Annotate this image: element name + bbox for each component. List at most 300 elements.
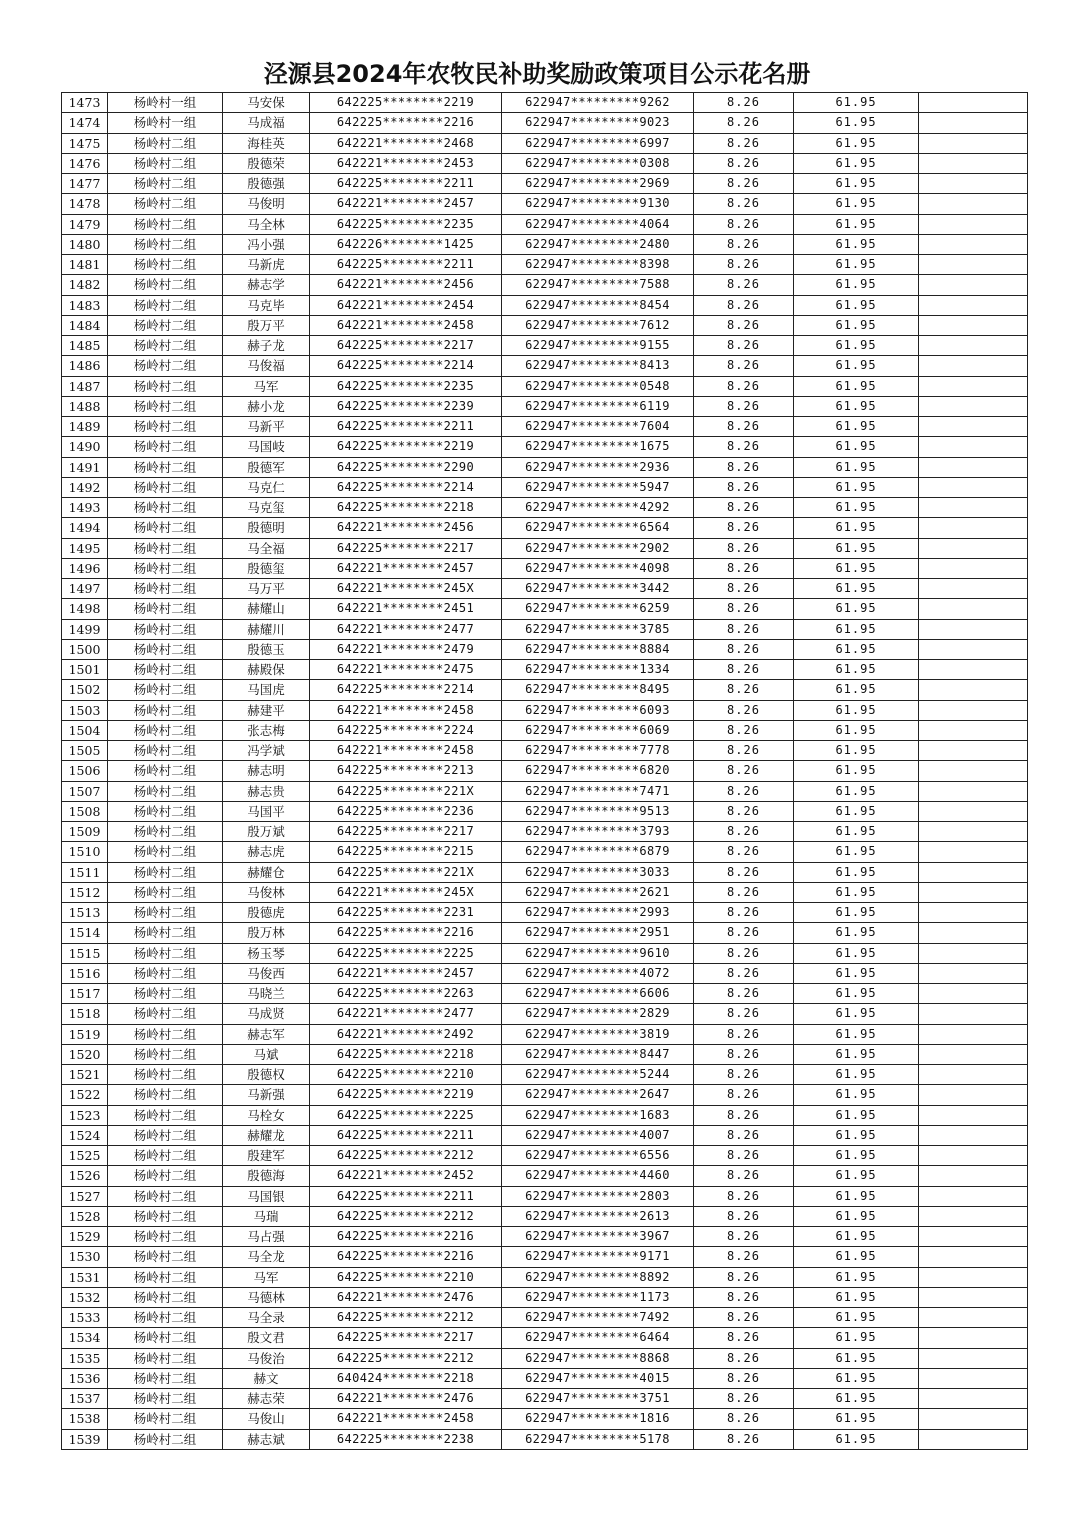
table-row	[62, 943, 1028, 963]
cell-village-group: 杨岭村二组	[108, 1389, 223, 1409]
cell-area: 8.26	[694, 619, 794, 639]
cell-name: 马克仁	[223, 477, 310, 497]
cell-village-group: 杨岭村二组	[108, 1065, 223, 1085]
cell-row-number: 1484	[62, 315, 108, 335]
cell-name: 马国岐	[223, 437, 310, 457]
cell-id-number: 640424********2218	[310, 1368, 502, 1388]
cell-row-number: 1493	[62, 498, 108, 518]
cell-id-number: 642225********2212	[310, 1308, 502, 1328]
cell-id-number: 642221********2477	[310, 619, 502, 639]
table-row	[62, 315, 1028, 335]
cell-area: 8.26	[694, 1368, 794, 1388]
table-row	[62, 417, 1028, 437]
cell-account-number: 622947*********6259	[502, 599, 694, 619]
cell-village-group: 杨岭村二组	[108, 295, 223, 315]
cell-area: 8.26	[694, 1044, 794, 1064]
cell-area: 8.26	[694, 639, 794, 659]
cell-village-group: 杨岭村二组	[108, 579, 223, 599]
cell-remark	[919, 1004, 1028, 1024]
cell-amount: 61.95	[794, 1287, 919, 1307]
cell-name: 海桂英	[223, 133, 310, 153]
cell-village-group: 杨岭村二组	[108, 336, 223, 356]
cell-name: 马克毕	[223, 295, 310, 315]
table-row	[62, 518, 1028, 538]
cell-account-number: 622947*********8884	[502, 639, 694, 659]
cell-remark	[919, 1348, 1028, 1368]
cell-village-group: 杨岭村二组	[108, 376, 223, 396]
cell-village-group: 杨岭村二组	[108, 1267, 223, 1287]
cell-row-number: 1501	[62, 660, 108, 680]
cell-remark	[919, 842, 1028, 862]
cell-id-number: 642225********2217	[310, 538, 502, 558]
cell-village-group: 杨岭村二组	[108, 1024, 223, 1044]
cell-area: 8.26	[694, 376, 794, 396]
cell-row-number: 1510	[62, 842, 108, 862]
cell-id-number: 642221********2479	[310, 639, 502, 659]
cell-id-number: 642221********2457	[310, 194, 502, 214]
cell-name: 马占强	[223, 1227, 310, 1247]
cell-row-number: 1539	[62, 1429, 108, 1449]
cell-id-number: 642221********245X	[310, 579, 502, 599]
cell-row-number: 1497	[62, 579, 108, 599]
cell-village-group: 杨岭村二组	[108, 457, 223, 477]
cell-id-number: 642225********2217	[310, 822, 502, 842]
table-row	[62, 720, 1028, 740]
cell-village-group: 杨岭村二组	[108, 1004, 223, 1024]
cell-remark	[919, 781, 1028, 801]
cell-id-number: 642225********2210	[310, 1065, 502, 1085]
cell-village-group: 杨岭村二组	[108, 133, 223, 153]
cell-row-number: 1498	[62, 599, 108, 619]
cell-name: 马俊福	[223, 356, 310, 376]
cell-name: 殷万平	[223, 315, 310, 335]
cell-remark	[919, 234, 1028, 254]
cell-name: 马克玺	[223, 498, 310, 518]
cell-amount: 61.95	[794, 1368, 919, 1388]
cell-area: 8.26	[694, 842, 794, 862]
cell-area: 8.26	[694, 680, 794, 700]
cell-row-number: 1529	[62, 1227, 108, 1247]
cell-remark	[919, 457, 1028, 477]
cell-remark	[919, 639, 1028, 659]
cell-village-group: 杨岭村二组	[108, 923, 223, 943]
page-title: 泾源县2024年农牧民补助奖励政策项目公示花名册	[263, 60, 811, 88]
cell-village-group: 杨岭村二组	[108, 1247, 223, 1267]
cell-account-number: 622947*********6820	[502, 761, 694, 781]
cell-name: 冯小强	[223, 234, 310, 254]
table-row	[62, 93, 1028, 113]
cell-village-group: 杨岭村二组	[108, 1044, 223, 1064]
cell-area: 8.26	[694, 1348, 794, 1368]
cell-name: 马国虎	[223, 680, 310, 700]
cell-village-group: 杨岭村二组	[108, 842, 223, 862]
cell-account-number: 622947*********6069	[502, 720, 694, 740]
cell-account-number: 622947*********6564	[502, 518, 694, 538]
table-row	[62, 1227, 1028, 1247]
table-row	[62, 153, 1028, 173]
cell-amount: 61.95	[794, 903, 919, 923]
cell-area: 8.26	[694, 700, 794, 720]
cell-name: 马成贤	[223, 1004, 310, 1024]
table-row	[62, 113, 1028, 133]
cell-id-number: 642225********221X	[310, 862, 502, 882]
cell-account-number: 622947*********6556	[502, 1146, 694, 1166]
cell-village-group: 杨岭村二组	[108, 558, 223, 578]
cell-amount: 61.95	[794, 680, 919, 700]
cell-amount: 61.95	[794, 842, 919, 862]
cell-remark	[919, 133, 1028, 153]
cell-area: 8.26	[694, 579, 794, 599]
cell-id-number: 642225********2211	[310, 1125, 502, 1145]
cell-village-group: 杨岭村二组	[108, 599, 223, 619]
table-row	[62, 1085, 1028, 1105]
cell-name: 马新平	[223, 417, 310, 437]
cell-amount: 61.95	[794, 963, 919, 983]
cell-remark	[919, 700, 1028, 720]
cell-area: 8.26	[694, 599, 794, 619]
cell-row-number: 1534	[62, 1328, 108, 1348]
cell-name: 马万平	[223, 579, 310, 599]
cell-amount: 61.95	[794, 1247, 919, 1267]
cell-remark	[919, 903, 1028, 923]
cell-account-number: 622947*********0548	[502, 376, 694, 396]
cell-id-number: 642225********2263	[310, 984, 502, 1004]
cell-account-number: 622947*********3785	[502, 619, 694, 639]
cell-row-number: 1536	[62, 1368, 108, 1388]
cell-account-number: 622947*********4007	[502, 1125, 694, 1145]
cell-account-number: 622947*********3442	[502, 579, 694, 599]
cell-id-number: 642221********2453	[310, 153, 502, 173]
cell-account-number: 622947*********3793	[502, 822, 694, 842]
cell-village-group: 杨岭村二组	[108, 619, 223, 639]
cell-amount: 61.95	[794, 1024, 919, 1044]
cell-id-number: 642221********2475	[310, 660, 502, 680]
cell-remark	[919, 174, 1028, 194]
cell-row-number: 1481	[62, 255, 108, 275]
cell-id-number: 642221********2458	[310, 741, 502, 761]
cell-amount: 61.95	[794, 1004, 919, 1024]
cell-amount: 61.95	[794, 1328, 919, 1348]
cell-remark	[919, 1409, 1028, 1429]
cell-row-number: 1513	[62, 903, 108, 923]
table-row	[62, 336, 1028, 356]
cell-village-group: 杨岭村二组	[108, 174, 223, 194]
cell-area: 8.26	[694, 1308, 794, 1328]
cell-name: 殷德虎	[223, 903, 310, 923]
cell-remark	[919, 1389, 1028, 1409]
cell-name: 殷建军	[223, 1146, 310, 1166]
cell-id-number: 642221********2458	[310, 1409, 502, 1429]
cell-village-group: 杨岭村二组	[108, 741, 223, 761]
cell-row-number: 1499	[62, 619, 108, 639]
table-row	[62, 1328, 1028, 1348]
cell-remark	[919, 255, 1028, 275]
cell-village-group: 杨岭村二组	[108, 1308, 223, 1328]
cell-row-number: 1517	[62, 984, 108, 1004]
cell-account-number: 622947*********2613	[502, 1206, 694, 1226]
cell-amount: 61.95	[794, 700, 919, 720]
cell-amount: 61.95	[794, 1146, 919, 1166]
cell-name: 马瑞	[223, 1206, 310, 1226]
table-row	[62, 194, 1028, 214]
cell-remark	[919, 315, 1028, 335]
table-row	[62, 781, 1028, 801]
cell-village-group: 杨岭村二组	[108, 255, 223, 275]
cell-id-number: 642225********2212	[310, 1206, 502, 1226]
cell-row-number: 1500	[62, 639, 108, 659]
cell-name: 赫殿保	[223, 660, 310, 680]
cell-amount: 61.95	[794, 133, 919, 153]
cell-row-number: 1506	[62, 761, 108, 781]
cell-area: 8.26	[694, 1409, 794, 1429]
cell-id-number: 642225********2239	[310, 396, 502, 416]
cell-row-number: 1526	[62, 1166, 108, 1186]
cell-area: 8.26	[694, 1065, 794, 1085]
cell-village-group: 杨岭村二组	[108, 275, 223, 295]
cell-name: 殷德玉	[223, 639, 310, 659]
cell-amount: 61.95	[794, 741, 919, 761]
cell-row-number: 1533	[62, 1308, 108, 1328]
cell-village-group: 杨岭村二组	[108, 984, 223, 1004]
table-row	[62, 801, 1028, 821]
cell-area: 8.26	[694, 720, 794, 740]
cell-village-group: 杨岭村二组	[108, 1328, 223, 1348]
cell-account-number: 622947*********9171	[502, 1247, 694, 1267]
table-row	[62, 1409, 1028, 1429]
cell-name: 马军	[223, 1267, 310, 1287]
cell-row-number: 1514	[62, 923, 108, 943]
cell-amount: 61.95	[794, 1166, 919, 1186]
cell-area: 8.26	[694, 214, 794, 234]
cell-area: 8.26	[694, 1186, 794, 1206]
cell-row-number: 1477	[62, 174, 108, 194]
cell-name: 赫耀川	[223, 619, 310, 639]
cell-account-number: 622947*********1683	[502, 1105, 694, 1125]
cell-id-number: 642221********2457	[310, 558, 502, 578]
cell-village-group: 杨岭村二组	[108, 1348, 223, 1368]
cell-area: 8.26	[694, 1146, 794, 1166]
cell-area: 8.26	[694, 1227, 794, 1247]
cell-village-group: 杨岭村二组	[108, 862, 223, 882]
cell-amount: 61.95	[794, 396, 919, 416]
cell-row-number: 1531	[62, 1267, 108, 1287]
cell-area: 8.26	[694, 234, 794, 254]
cell-id-number: 642221********245X	[310, 882, 502, 902]
cell-remark	[919, 1227, 1028, 1247]
cell-remark	[919, 943, 1028, 963]
cell-amount: 61.95	[794, 761, 919, 781]
table-row	[62, 214, 1028, 234]
cell-amount: 61.95	[794, 1186, 919, 1206]
cell-name: 殷德明	[223, 518, 310, 538]
cell-amount: 61.95	[794, 417, 919, 437]
cell-village-group: 杨岭村二组	[108, 538, 223, 558]
cell-id-number: 642221********2458	[310, 315, 502, 335]
cell-id-number: 642225********2211	[310, 255, 502, 275]
cell-account-number: 622947*********4064	[502, 214, 694, 234]
cell-row-number: 1489	[62, 417, 108, 437]
table-row	[62, 437, 1028, 457]
cell-account-number: 622947*********2647	[502, 1085, 694, 1105]
cell-amount: 61.95	[794, 984, 919, 1004]
cell-amount: 61.95	[794, 781, 919, 801]
cell-row-number: 1523	[62, 1105, 108, 1125]
cell-amount: 61.95	[794, 376, 919, 396]
cell-account-number: 622947*********2803	[502, 1186, 694, 1206]
cell-row-number: 1488	[62, 396, 108, 416]
cell-id-number: 642225********2238	[310, 1429, 502, 1449]
cell-remark	[919, 1308, 1028, 1328]
table-row	[62, 822, 1028, 842]
cell-account-number: 622947*********4460	[502, 1166, 694, 1186]
cell-row-number: 1522	[62, 1085, 108, 1105]
cell-row-number: 1519	[62, 1024, 108, 1044]
cell-account-number: 622947*********9262	[502, 93, 694, 113]
cell-amount: 61.95	[794, 234, 919, 254]
cell-account-number: 622947*********2951	[502, 923, 694, 943]
cell-village-group: 杨岭村二组	[108, 1287, 223, 1307]
table-row	[62, 477, 1028, 497]
cell-id-number: 642225********2224	[310, 720, 502, 740]
cell-remark	[919, 356, 1028, 376]
cell-village-group: 杨岭村二组	[108, 781, 223, 801]
cell-remark	[919, 1065, 1028, 1085]
cell-account-number: 622947*********8892	[502, 1267, 694, 1287]
cell-area: 8.26	[694, 1105, 794, 1125]
cell-amount: 61.95	[794, 477, 919, 497]
cell-remark	[919, 376, 1028, 396]
table-row	[62, 680, 1028, 700]
cell-account-number: 622947*********4015	[502, 1368, 694, 1388]
cell-name: 殷德军	[223, 457, 310, 477]
cell-remark	[919, 1125, 1028, 1145]
cell-amount: 61.95	[794, 1267, 919, 1287]
cell-name: 赫文	[223, 1368, 310, 1388]
cell-village-group: 杨岭村二组	[108, 639, 223, 659]
cell-id-number: 642225********2235	[310, 376, 502, 396]
cell-remark	[919, 599, 1028, 619]
cell-account-number: 622947*********6119	[502, 396, 694, 416]
cell-remark	[919, 558, 1028, 578]
cell-name: 赫小龙	[223, 396, 310, 416]
cell-area: 8.26	[694, 943, 794, 963]
cell-area: 8.26	[694, 518, 794, 538]
cell-village-group: 杨岭村一组	[108, 113, 223, 133]
cell-remark	[919, 720, 1028, 740]
table-row	[62, 1267, 1028, 1287]
cell-name: 殷德权	[223, 1065, 310, 1085]
cell-name: 殷万林	[223, 923, 310, 943]
cell-village-group: 杨岭村二组	[108, 437, 223, 457]
cell-village-group: 杨岭村二组	[108, 356, 223, 376]
cell-account-number: 622947*********6997	[502, 133, 694, 153]
cell-remark	[919, 1206, 1028, 1226]
cell-area: 8.26	[694, 538, 794, 558]
cell-name: 马新强	[223, 1085, 310, 1105]
table-row	[62, 255, 1028, 275]
cell-area: 8.26	[694, 113, 794, 133]
table-row	[62, 903, 1028, 923]
cell-village-group: 杨岭村二组	[108, 234, 223, 254]
table-row	[62, 1368, 1028, 1388]
cell-name: 殷万斌	[223, 822, 310, 842]
cell-name: 殷德海	[223, 1166, 310, 1186]
cell-area: 8.26	[694, 255, 794, 275]
cell-amount: 61.95	[794, 579, 919, 599]
cell-row-number: 1479	[62, 214, 108, 234]
table-row	[62, 356, 1028, 376]
cell-account-number: 622947*********8413	[502, 356, 694, 376]
cell-area: 8.26	[694, 133, 794, 153]
cell-area: 8.26	[694, 417, 794, 437]
cell-village-group: 杨岭村二组	[108, 1125, 223, 1145]
cell-account-number: 622947*********1173	[502, 1287, 694, 1307]
table-row	[62, 882, 1028, 902]
table-row	[62, 1065, 1028, 1085]
table-row	[62, 275, 1028, 295]
cell-row-number: 1495	[62, 538, 108, 558]
cell-amount: 61.95	[794, 113, 919, 133]
cell-id-number: 642225********2211	[310, 1186, 502, 1206]
cell-remark	[919, 275, 1028, 295]
cell-village-group: 杨岭村二组	[108, 720, 223, 740]
cell-amount: 61.95	[794, 1065, 919, 1085]
cell-name: 马全福	[223, 538, 310, 558]
cell-row-number: 1480	[62, 234, 108, 254]
cell-name: 张志梅	[223, 720, 310, 740]
cell-id-number: 642221********2457	[310, 963, 502, 983]
cell-id-number: 642221********2458	[310, 700, 502, 720]
table-row	[62, 1348, 1028, 1368]
table-row	[62, 1206, 1028, 1226]
cell-remark	[919, 113, 1028, 133]
cell-name: 马俊明	[223, 194, 310, 214]
cell-account-number: 622947*********9130	[502, 194, 694, 214]
cell-amount: 61.95	[794, 882, 919, 902]
cell-account-number: 622947*********6879	[502, 842, 694, 862]
cell-area: 8.26	[694, 315, 794, 335]
cell-id-number: 642225********221X	[310, 781, 502, 801]
cell-village-group: 杨岭村二组	[108, 700, 223, 720]
table-row	[62, 619, 1028, 639]
cell-account-number: 622947*********5178	[502, 1429, 694, 1449]
cell-id-number: 642221********2456	[310, 518, 502, 538]
cell-name: 马栓女	[223, 1105, 310, 1125]
cell-village-group: 杨岭村二组	[108, 1105, 223, 1125]
cell-account-number: 622947*********3819	[502, 1024, 694, 1044]
table-row	[62, 234, 1028, 254]
cell-name: 马俊治	[223, 1348, 310, 1368]
table-row	[62, 133, 1028, 153]
cell-area: 8.26	[694, 336, 794, 356]
cell-village-group: 杨岭村二组	[108, 1429, 223, 1449]
cell-account-number: 622947*********2480	[502, 234, 694, 254]
cell-remark	[919, 437, 1028, 457]
cell-account-number: 622947*********6464	[502, 1328, 694, 1348]
cell-row-number: 1478	[62, 194, 108, 214]
cell-area: 8.26	[694, 558, 794, 578]
cell-amount: 61.95	[794, 174, 919, 194]
cell-village-group: 杨岭村二组	[108, 396, 223, 416]
cell-remark	[919, 1186, 1028, 1206]
cell-amount: 61.95	[794, 639, 919, 659]
cell-area: 8.26	[694, 903, 794, 923]
cell-amount: 61.95	[794, 599, 919, 619]
table-row	[62, 1186, 1028, 1206]
cell-row-number: 1475	[62, 133, 108, 153]
cell-account-number: 622947*********8398	[502, 255, 694, 275]
cell-remark	[919, 1146, 1028, 1166]
